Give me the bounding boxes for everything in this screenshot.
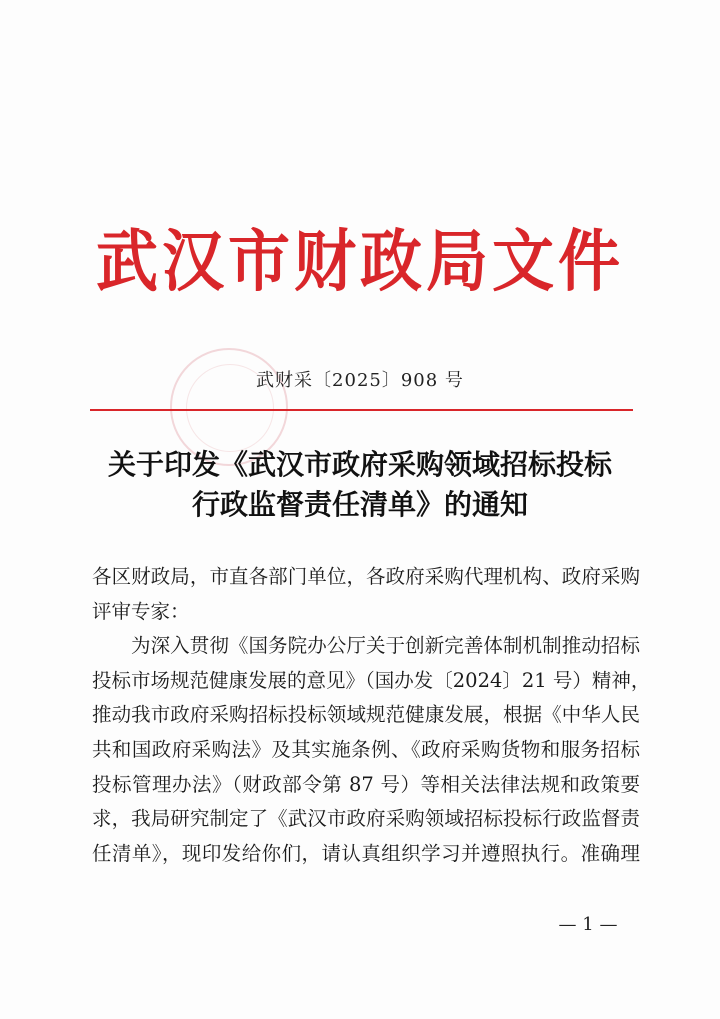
addressee-line: 评审专家： [92, 599, 190, 623]
document-number: 武财采〔2025〕908 号 [256, 370, 464, 391]
paragraph-line: 共和国政府采购法》及其实施条例、《政府采购货物和服务招标 [92, 737, 640, 761]
page-number: — 1 — [558, 914, 618, 935]
paragraph-line: 投标市场规范健康发展的意见》（国办发〔2024〕21 号）精神， [92, 668, 651, 692]
addressee-paragraph [92, 560, 640, 629]
issuer-header-title: 武汉市财政局文件 [95, 222, 624, 301]
addressee-line: 各区财政局，市直各部门单位，各政府采购代理机构、政府采购 [92, 565, 640, 588]
paragraph-line: 任清单》，现印发给你们，请认真组织学习并遵照执行。准确理 [92, 841, 640, 865]
red-separator-line [90, 409, 633, 411]
main-paragraph [92, 629, 651, 871]
paragraph-line: 推动我市政府采购招标投标领域规范健康发展，根据《中华人民 [92, 703, 640, 727]
notice-title [0, 445, 720, 525]
notice-title-line-2: 行政监督责任清单》的通知 [191, 488, 528, 521]
paragraph-line: 投标管理办法》（财政部令第 87 号）等相关法律法规和政策要 [92, 772, 640, 796]
paragraph-line: 为深入贯彻《国务院办公厅关于创新完善体制机制推动招标 [131, 634, 640, 658]
paragraph-line: 求，我局研究制定了《武汉市政府采购领域招标投标行政监督责 [92, 807, 640, 831]
notice-title-line-1: 关于印发《武汉市政府采购领域招标投标 [107, 448, 612, 481]
notice-body [92, 560, 651, 871]
